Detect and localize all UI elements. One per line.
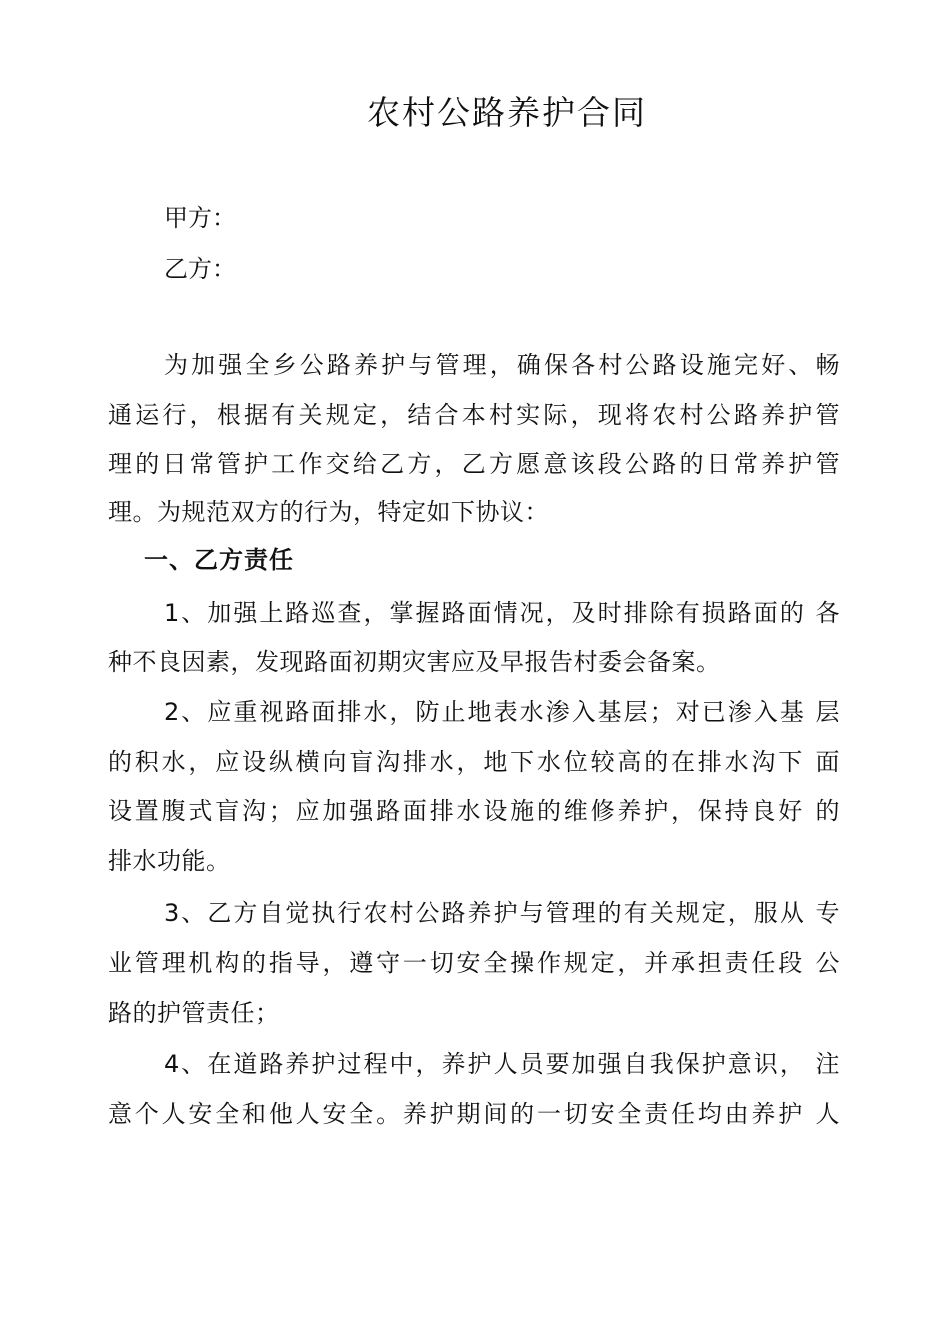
item-1-line-1: 1、加强上路巡查，掌握路面情况，及时排除有损路面的 各 [164,599,840,627]
item-3-line-2: 业管理机构的指导，遵守一切安全操作规定，并承担责任段 公 [108,949,840,977]
section-heading: 一、乙方责任 [144,546,294,574]
item-2-line-1: 2、应重视路面排水，防止地表水渗入基层；对已渗入基 层 [164,698,840,726]
item-3-line-3: 路的护管责任； [108,999,280,1027]
document-title: 农村公路养护合同 [367,93,647,132]
intro-line-2: 通运行，根据有关规定，结合本村实际，现将农村公路养护管 [108,401,840,429]
item-4-line-2: 意个人安全和他人安全。养护期间的一切安全责任均由养护 人 [108,1100,840,1128]
item-2-line-2: 的积水，应设纵横向盲沟排水，地下水位较高的在排水沟下 面 [108,748,840,776]
party-b-label: 乙方： [164,255,236,283]
item-2-line-4: 排水功能。 [108,847,231,875]
party-a-label: 甲方： [164,204,236,232]
item-3-line-1: 3、乙方自觉执行农村公路养护与管理的有关规定，服从 专 [164,899,840,927]
intro-line-3: 理的日常管护工作交给乙方，乙方愿意该段公路的日常养护管 [108,450,840,478]
item-4-line-1: 4、在道路养护过程中，养护人员要加强自我保护意识， 注 [164,1050,840,1078]
intro-line-4: 理。为规范双方的行为，特定如下协议： [108,498,549,526]
intro-line-1: 为加强全乡公路养护与管理，确保各村公路设施完好、畅 [164,351,840,379]
item-2-line-3: 设置腹式盲沟；应加强路面排水设施的维修养护，保持良好 的 [108,797,840,825]
item-1-line-2: 种不良因素，发现路面初期灾害应及早报告村委会备案。 [108,648,721,676]
